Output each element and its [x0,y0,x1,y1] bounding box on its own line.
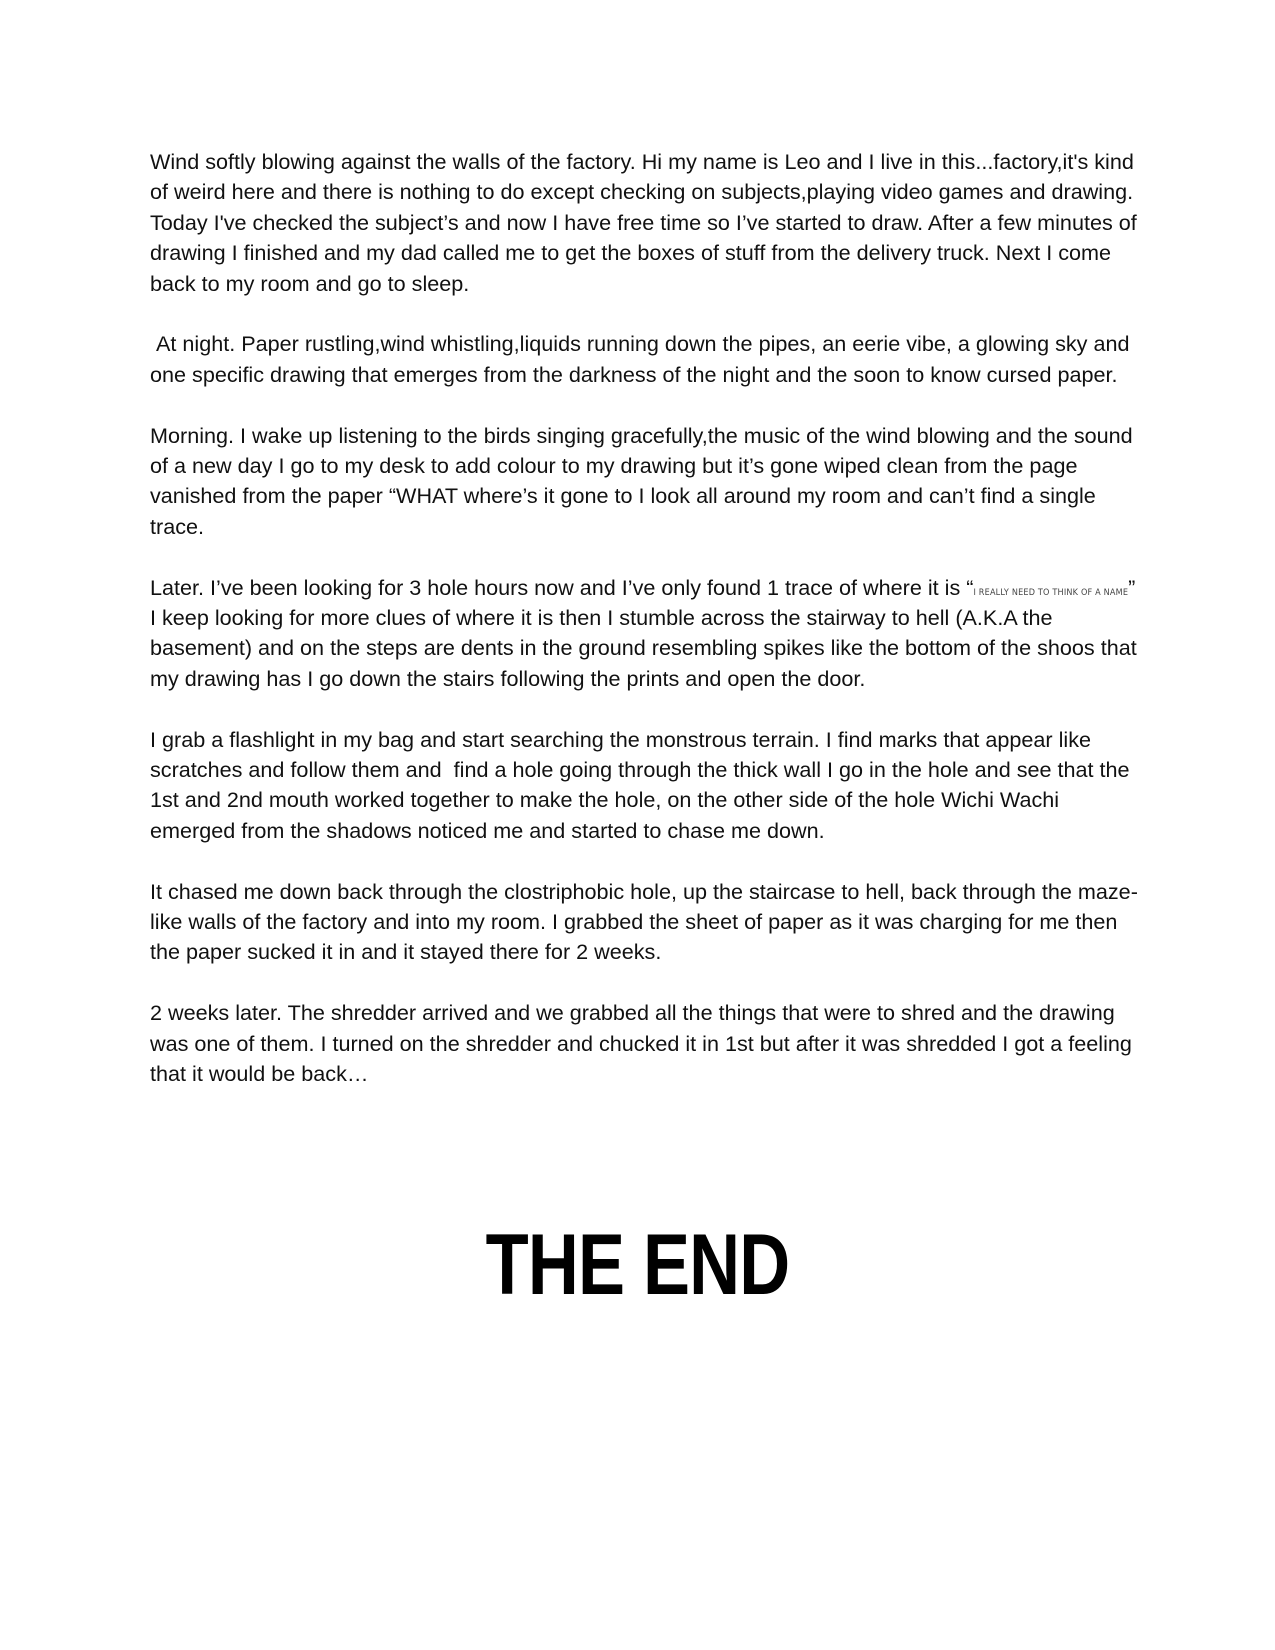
paragraph-later [150,573,1143,695]
paragraph-chase: It chased me down back through the clostriphobic hole, up the staircase to hell, back through the maze-like walls of the factory and into my room. I grabbed the sheet of paper as it was charging for me then the paper sucked it in and it stayed there for 2 weeks. [150,878,1138,965]
paragraph-night: At night. Paper rustling,wind whistling,liquids running down the pipes, an eerie vibe, a glowing sky and one specific drawing that emerges from the darkness of the night and the soon to know cursed paper. [150,331,1136,387]
paragraph-morning: Morning. I wake up listening to the birds singing gracefully,the music of the wind blowing and the sound of a new day I go to my desk to add colour to my drawing but it’s gone wiped clean from the page vanished from the paper “WHAT where’s it gone to I look all around my room and can’t find a single trace. [150,422,1139,539]
paragraph-intro: Wind softly blowing against the walls of the factory. Hi my name is Leo and I live in this...factory,it's kind of weird here and there is nothing to do except checking on subjects,playing video games and drawing. Today I've checked the subject’s and now I have free time so I’ve started to draw. After a few minutes of drawing I finished and my dad called me to get the boxes of stuff from the delivery truck. Next I come back to my room and go to sleep. [150,149,1143,296]
paragraph-shredder: 2 weeks later. The shredder arrived and we grabbed all the things that were to shred and the drawing was one of them. I turned on the shredder and chucked it in 1st but after it was shredded I got a feeling that it would be back… [150,1000,1138,1087]
story-body [150,147,1143,1120]
the-end-heading: THE END [485,1217,790,1313]
paragraph-basement: I grab a flashlight in my bag and start searching the monstrous terrain. I find marks that appear like scratches and follow them and find a hole going through the thick wall I go in the hole and see that the 1st and 2nd mouth worked together to make the hole, on the other side of the hole Wichi Wachi emerged from the shadows noticed me and started to chase me down. [150,726,1136,843]
paragraph-later-start: Later. I’ve been looking for 3 hole hours now and I’ve only found 1 trace of where it is “ [150,574,974,600]
tiny-name-note: I REALLY NEED TO THINK OF A NAME [973,587,1129,598]
paragraph-later-end: ” I keep looking for more clues of where it is then I stumble across the stairway to hell (A.K.A the basement) and on the steps are dents in the ground resembling spikes like the bottom of the shoos that my drawing has I go down the stairs following the prints and open the door. [150,574,1143,691]
